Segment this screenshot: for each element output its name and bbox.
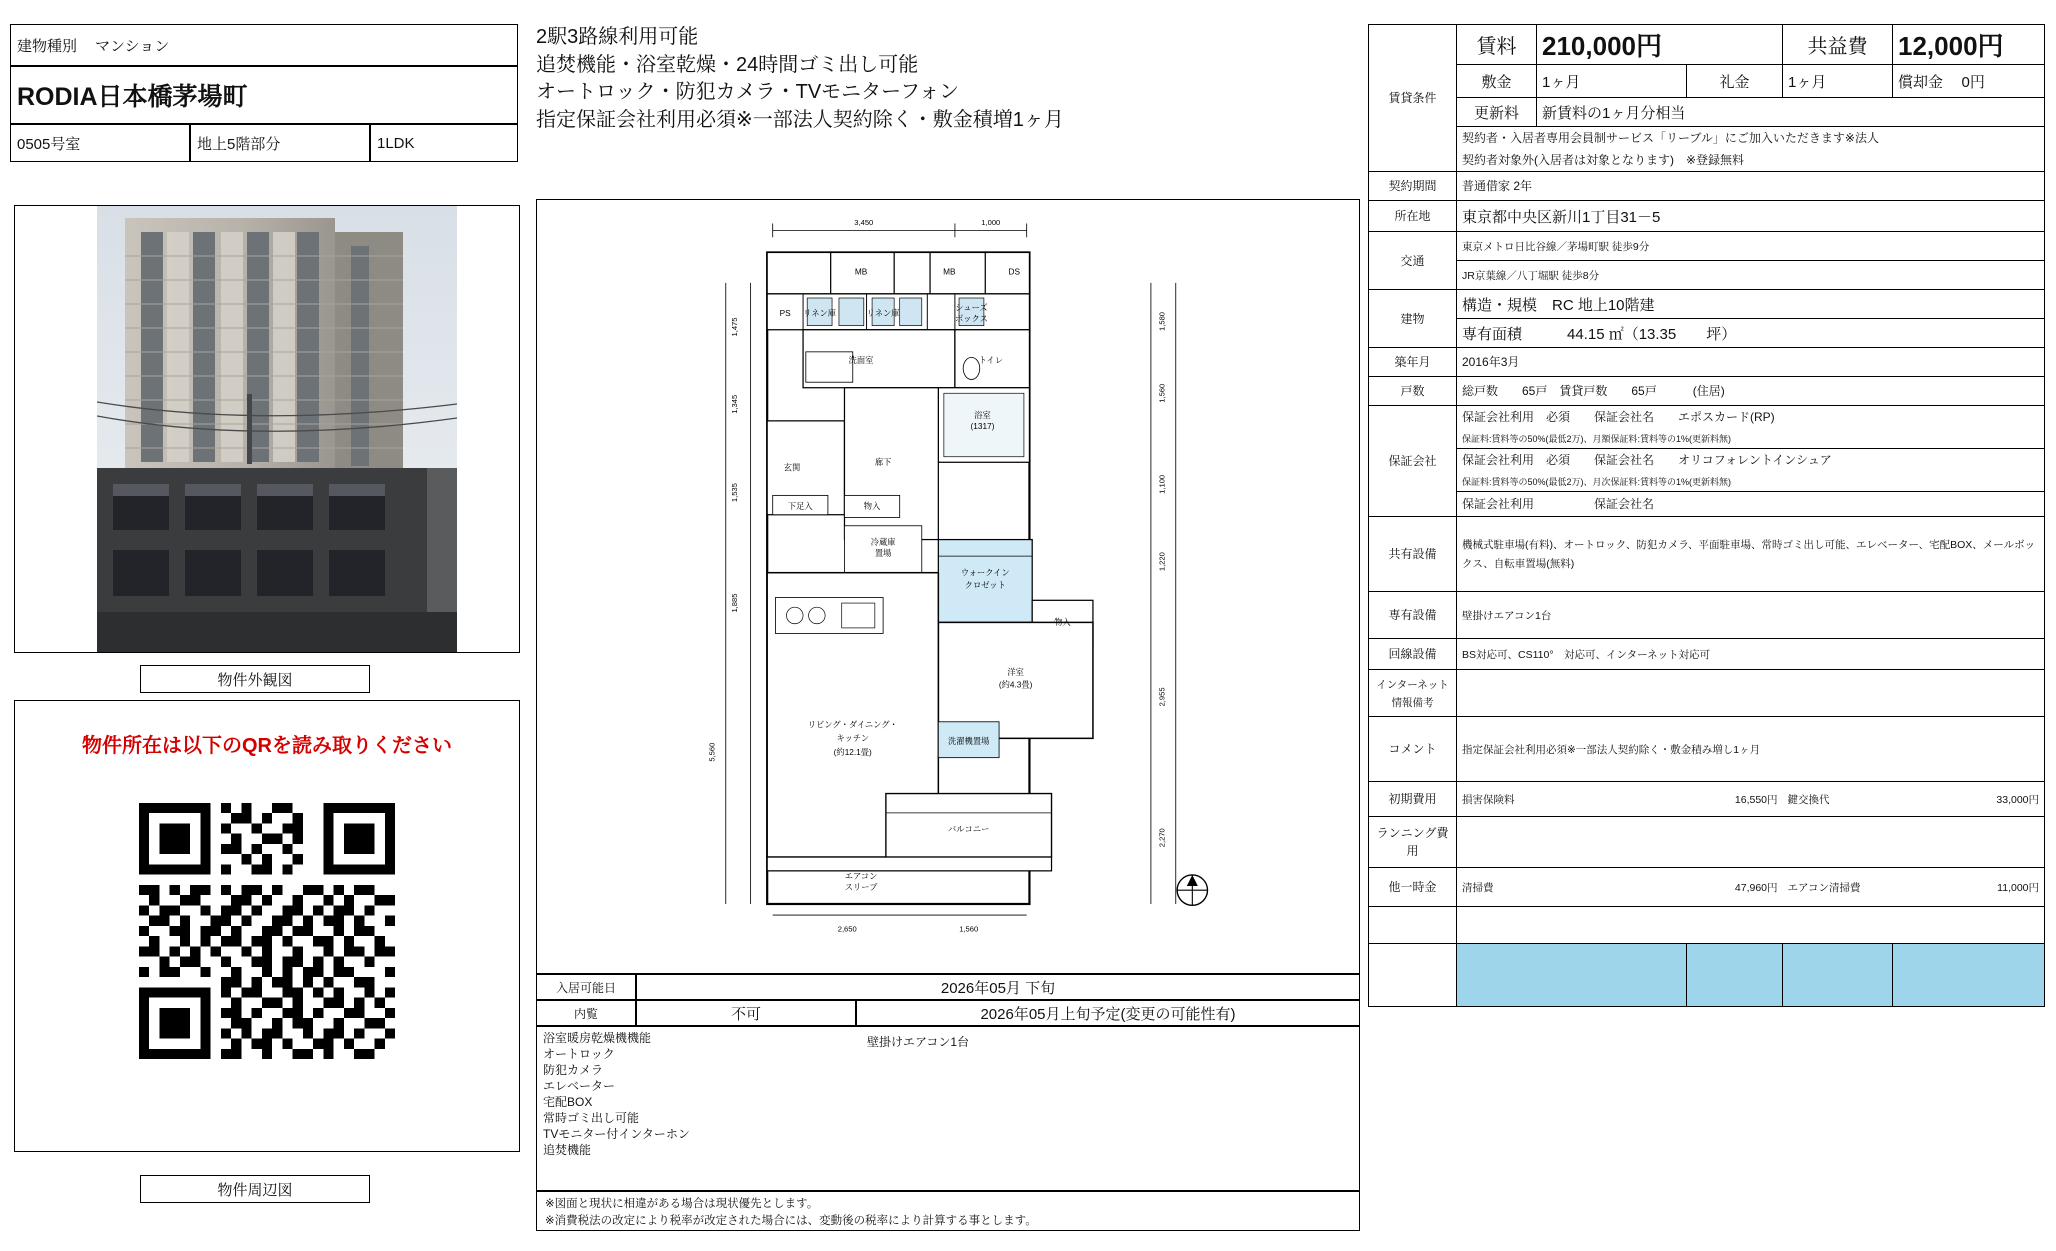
private-value: 壁掛けエアコン1台 [1462,610,1552,622]
guarantee-row-1 [1369,406,2045,429]
blank-value-cell [1457,907,2045,944]
svg-text:1,560: 1,560 [959,924,979,934]
building-row-2 [1369,319,2045,348]
svg-text:バルコニー: バルコニー [948,825,990,835]
blank-row [1369,907,2045,944]
features-panel [536,1026,1360,1191]
terms-label-cell [1369,25,1457,172]
building-area: 専有面積 44.15 ㎡（13.35 坪） [1462,325,1737,343]
feature-item: 防犯カメラ [543,1062,604,1077]
initial-cost-row [1369,782,2045,817]
key-money-label: 礼金 [1719,73,1750,91]
running-value-cell [1457,817,2045,868]
amort-cell [1893,65,2045,98]
exterior-photo-caption [140,665,370,693]
maint-value: 12,000円 [1898,31,2004,61]
headline-block [536,24,1360,199]
guarantee-company-1: 保証会社利用 必須 保証会社名 エポスカード(RP) [1462,410,1775,424]
building-name: RODIA日本橋茅場町 [17,83,248,111]
maint-value-cell [1893,25,2045,65]
room-number: 0505号室 [17,135,81,153]
svg-text:洗面室: 洗面室 [848,355,874,365]
internet-label: インターネット情報備考 [1376,679,1449,709]
units-label-cell [1369,377,1457,406]
maint-label: 共益費 [1807,36,1868,58]
guarantee-fee-2: 保証料:賃料等の50%(最低2万)、月次保証料:賃料等の1%(更新料無) [1462,477,1732,487]
highlight-cell-2 [1687,944,1783,1007]
feature-item: オートロック [543,1046,615,1061]
units-row [1369,377,2045,406]
disclaimer-panel [536,1191,1360,1231]
other-item-2-name: エアコン清掃費 [1787,882,1861,894]
comment-label-cell [1369,717,1457,782]
initial-item-1-cell [1457,782,1687,817]
svg-text:エアコン: エアコン [844,872,878,882]
svg-text:(約4.3畳): (約4.3畳) [998,680,1033,690]
exterior-photo [14,205,520,653]
svg-text:3,450: 3,450 [854,217,874,227]
feature-item: 常時ゴミ出し可能 [543,1110,640,1125]
highlight-cell-3 [1783,944,1893,1007]
deposit-label-cell [1457,65,1537,98]
renewal-value-cell [1537,98,2045,127]
floor-cell [190,124,370,162]
movein-label-cell [536,974,636,1000]
line-facilities-row [1369,639,2045,670]
building-label-cell [1369,290,1457,348]
deposit-label: 敷金 [1481,73,1512,91]
address-value: 東京都中央区新川1丁目31－5 [1462,208,1661,226]
deposit-value: 1ヶ月 [1542,73,1581,91]
svg-text:リネン庫: リネン庫 [803,308,837,318]
amort-label: 償却金 [1898,73,1944,91]
movein-label: 入居可能日 [555,980,616,995]
access-line-1: 東京メトロ日比谷線／茅場町駅 徒歩9分 [1462,241,1650,253]
member-note-line-2: 契約者対象外(入居者は対象となります) ※登録無料 [1462,153,1745,167]
renewal-label-cell [1457,98,1537,127]
svg-text:冷蔵庫: 冷蔵庫 [870,538,896,548]
svg-text:1,220: 1,220 [1157,552,1167,572]
svg-text:1,345: 1,345 [729,394,739,414]
guarantee-label: 保証会社 [1388,454,1437,468]
deposit-value-cell [1537,65,1687,98]
access-label-cell [1369,232,1457,290]
svg-text:リネン庫: リネン庫 [866,308,900,318]
svg-text:ウォークイン: ウォークイン [960,568,1010,578]
building-name-row [10,66,518,124]
svg-text:ボックス: ボックス [954,314,988,324]
svg-text:1,475: 1,475 [729,317,739,337]
other-label-cell [1369,868,1457,907]
guarantee-fee-1: 保証料:賃料等の50%(最低2万)、月額保証料:賃料等の1%(更新料無) [1462,434,1732,444]
feature-private-equipment: 壁掛けエアコン1台 [867,1035,970,1049]
feature-item: 追焚機能 [543,1142,592,1157]
svg-text:物入: 物入 [1054,618,1071,628]
svg-text:2,270: 2,270 [1157,828,1167,848]
room-number-cell [10,124,190,162]
svg-text:PS: PS [779,308,791,318]
comment-row [1369,717,2045,782]
member-note-cell-1 [1457,127,2045,150]
member-note-row-2 [1369,149,2045,172]
plan-value: 1LDK [377,134,415,152]
svg-text:1,000: 1,000 [981,217,1001,227]
feature-item: TVモニター付インターホン [543,1126,690,1141]
guarantee-sub-2 [1457,471,2045,492]
qr-code [139,781,395,1081]
highlight-cell-4 [1893,944,2045,1007]
svg-text:(約12.1畳): (約12.1畳) [833,747,872,757]
private-facilities-row [1369,592,2045,639]
exterior-photo-image [97,206,457,652]
other-item-2-cell [1783,868,1893,907]
private-label-cell [1369,592,1457,639]
disclaimer-line-2: ※消費税法の改定により税率が改定された場合には、変動後の税率により計算する事とします。 [545,1215,1037,1228]
other-item-1-name: 清掃費 [1462,882,1494,894]
disclaimer-line-1: ※図面と現状に相違がある場合は現状優先とします。 [545,1198,819,1210]
svg-text:1,885: 1,885 [729,593,739,613]
access-row-2 [1369,261,2045,290]
address-label: 所在地 [1394,209,1431,223]
building-type-label: 建物種別 [17,37,78,55]
renewal-label: 更新料 [1473,104,1519,122]
guarantee-row-2 [1369,449,2045,472]
guarantee-row-2-sub [1369,471,2045,492]
built-label-cell [1369,348,1457,377]
highlight-cell-1 [1457,944,1687,1007]
comment-value-cell [1457,717,2045,782]
internet-value-cell [1457,670,2045,717]
units-value: 総戸数 65戸 賃貸戸数 65戸 (住居) [1462,384,1725,398]
building-structure: 構造・規模 RC 地上10階建 [1462,296,1655,314]
internet-label-cell [1369,670,1457,717]
svg-text:クロゼット: クロゼット [964,580,1006,590]
svg-text:1,100: 1,100 [1157,474,1167,494]
common-label: 共有設備 [1388,547,1437,561]
key-money-value: 1ヶ月 [1788,73,1827,91]
svg-text:玄関: 玄関 [783,463,801,473]
contract-period-label-cell [1369,172,1457,201]
guarantee-main-2 [1457,449,2045,472]
initial-item-2-value: 33,000円 [1996,794,2040,806]
headline-line-3: オートロック・防犯カメラ・TVモニターフォン [536,81,960,104]
floorplan-svg [537,200,1359,973]
guarantee-main-1 [1457,406,2045,429]
common-value: 機械式駐車場(有料)、オートロック、防犯カメラ、平面駐車場、常時ゴミ出し可能、エレベーター、宅配BOX、メールボックス、自転車置場(無料) [1462,539,2036,570]
other-item-1-value-cell [1687,868,1783,907]
feature-item: 宅配BOX [543,1094,593,1109]
qr-caption [140,1175,370,1203]
initial-item-1-value-cell [1687,782,1783,817]
svg-text:洗濯機置場: 洗濯機置場 [948,736,990,746]
headline-line-4: 指定保証会社利用必須※一部法人契約除く・敷金積増1ヶ月 [536,108,1064,131]
svg-text:シューズ: シューズ [955,303,988,313]
other-cost-row [1369,868,2045,907]
common-label-cell [1369,517,1457,592]
initial-item-1-name: 損害保険料 [1462,794,1515,806]
member-note-cell-2 [1457,149,2045,172]
svg-text:キッチン: キッチン [836,734,869,744]
line-label: 回線設備 [1388,647,1437,661]
compass-icon [1177,875,1207,905]
viewing-value-cell [636,1000,856,1026]
units-label: 戸数 [1400,384,1425,398]
address-value-cell [1457,201,2045,232]
highlight-label-cell [1369,944,1457,1007]
qr-note-text: 物件所在は以下のQRを読み取りください [82,735,452,757]
blank-label-cell [1369,907,1457,944]
svg-text:物入: 物入 [863,502,881,512]
access-line-2: JR京葉線／八丁堀駅 徒歩8分 [1462,270,1600,282]
svg-text:2,650: 2,650 [837,924,857,934]
contract-period-value: 普通借家 2年 [1462,179,1533,193]
svg-text:5,560: 5,560 [707,742,717,762]
qr-caption-text: 物件周辺図 [217,1181,293,1199]
other-item-2-value: 11,000円 [1997,882,2040,894]
feature-item: 浴室暖房乾燥機機能 [543,1031,652,1045]
headline-line-2: 追焚機能・浴室乾燥・24時間ゴミ出し可能 [536,53,919,76]
key-money-label-cell [1687,65,1783,98]
member-note-row-1 [1369,127,2045,150]
rent-label-cell [1457,25,1537,65]
internet-note-row [1369,670,2045,717]
movein-value-cell [636,974,1360,1000]
running-label: ランニング費用 [1376,826,1449,858]
building-type-value: マンション [95,37,170,55]
common-facilities-row [1369,517,2045,592]
initial-item-2-name: 鍵交換代 [1787,794,1830,806]
svg-text:廊下: 廊下 [874,458,892,468]
exterior-photo-caption-text: 物件外観図 [217,671,293,689]
viewing-note-cell [856,1000,1360,1026]
exterior-photo-svg [97,206,457,652]
headline-line-1: 2駅3路線利用可能 [536,26,699,48]
terms-label: 賃貸条件 [1388,91,1437,105]
units-value-cell [1457,377,2045,406]
other-label: 他一時金 [1388,880,1437,894]
svg-text:トイレ: トイレ [978,355,1003,365]
building-area-cell [1457,319,2045,348]
svg-text:MB: MB [854,267,868,277]
access-value-cell-2 [1457,261,2045,290]
movein-value: 2026年05月 下旬 [940,979,1056,997]
svg-text:スリーブ: スリーブ [844,883,878,893]
highlight-row [1369,944,2045,1007]
svg-text:1,535: 1,535 [729,483,739,503]
renewal-row [1369,98,2045,127]
built-label: 築年月 [1394,355,1431,369]
svg-text:洋室: 洋室 [1007,667,1024,677]
access-label: 交通 [1400,253,1425,268]
deposit-row [1369,65,2045,98]
built-value: 2016年3月 [1462,355,1520,369]
comment-label: コメント [1388,742,1437,756]
floor-value: 地上5階部分 [197,135,281,153]
private-label: 専有設備 [1388,608,1437,622]
maint-label-cell [1783,25,1893,65]
guarantee-company-2: 保証会社利用 必須 保証会社名 オリコフォレントインシュア [1462,453,1832,467]
other-item-1-cell [1457,868,1687,907]
initial-label-cell [1369,782,1457,817]
address-label-cell [1369,201,1457,232]
svg-text:リビング・ダイニング・: リビング・ダイニング・ [807,720,898,730]
initial-item-2-cell [1783,782,1893,817]
svg-text:1,560: 1,560 [1157,383,1167,403]
contract-period-row [1369,172,2045,201]
rent-row [1369,25,2045,65]
line-value-cell [1457,639,2045,670]
renewal-value: 新賃料の1ヶ月分相当 [1542,104,1686,122]
svg-text:DS: DS [1008,267,1020,277]
amort-value: 0円 [1961,73,1985,91]
rent-value-cell [1537,25,1783,65]
other-item-2-value-cell [1893,868,2045,907]
access-value-cell-1 [1457,232,2045,261]
building-structure-cell [1457,290,2045,319]
running-label-cell [1369,817,1457,868]
svg-text:1,580: 1,580 [1157,311,1167,331]
guarantee-sub-1 [1457,428,2045,449]
address-row [1369,201,2045,232]
viewing-label-cell [536,1000,636,1026]
initial-item-1-value: 16,550円 [1734,794,1778,806]
floorplan [536,199,1360,974]
viewing-note: 2026年05月上旬予定(変更の可能性有) [980,1005,1236,1023]
private-value-cell [1457,592,2045,639]
building-type-row [10,24,518,66]
initial-item-2-value-cell [1893,782,2045,817]
comment-value: 指定保証会社利用必須※一部法人契約除く・敷金積み増し1ヶ月 [1462,744,1761,756]
plan-cell [370,124,518,162]
guarantee-row-3 [1369,492,2045,517]
built-value-cell [1457,348,2045,377]
common-value-cell [1457,517,2045,592]
svg-text:下足入: 下足入 [787,502,813,512]
svg-text:置場: 置場 [874,549,892,559]
key-money-value-cell [1783,65,1893,98]
contract-period-label: 契約期間 [1388,179,1437,193]
building-label: 建物 [1400,311,1425,326]
feature-item: エレベーター [543,1078,616,1093]
guarantee-row-1-sub [1369,428,2045,449]
details-table [1368,24,2044,1219]
rent-label: 賃料 [1476,36,1517,58]
access-row-1 [1369,232,2045,261]
building-row-1 [1369,290,2045,319]
qr-panel [14,700,520,1152]
line-label-cell [1369,639,1457,670]
svg-text:MB: MB [943,267,956,277]
viewing-label: 内覧 [573,1006,598,1021]
built-row [1369,348,2045,377]
running-cost-row [1369,817,2045,868]
other-item-1-value: 47,960円 [1734,882,1778,894]
svg-text:2,955: 2,955 [1157,687,1167,707]
initial-label: 初期費用 [1388,792,1437,806]
svg-text:浴室: 浴室 [974,411,991,421]
svg-text:(1317): (1317) [970,422,995,432]
guarantee-label-cell [1369,406,1457,517]
guarantee-main-3 [1457,492,2045,517]
guarantee-company-3: 保証会社利用 保証会社名 [1462,497,1655,511]
rent-value: 210,000円 [1542,31,1662,61]
member-note-line-1: 契約者・入居者専用会員制サービス「リーブル」にご加入いただきます※法人 [1462,131,1879,145]
line-value: BS対応可、CS110° 対応可、インターネット対応可 [1462,649,1711,661]
qr-code-svg [139,781,395,1081]
viewing-value: 不可 [730,1005,761,1023]
contract-period-value-cell [1457,172,2045,201]
